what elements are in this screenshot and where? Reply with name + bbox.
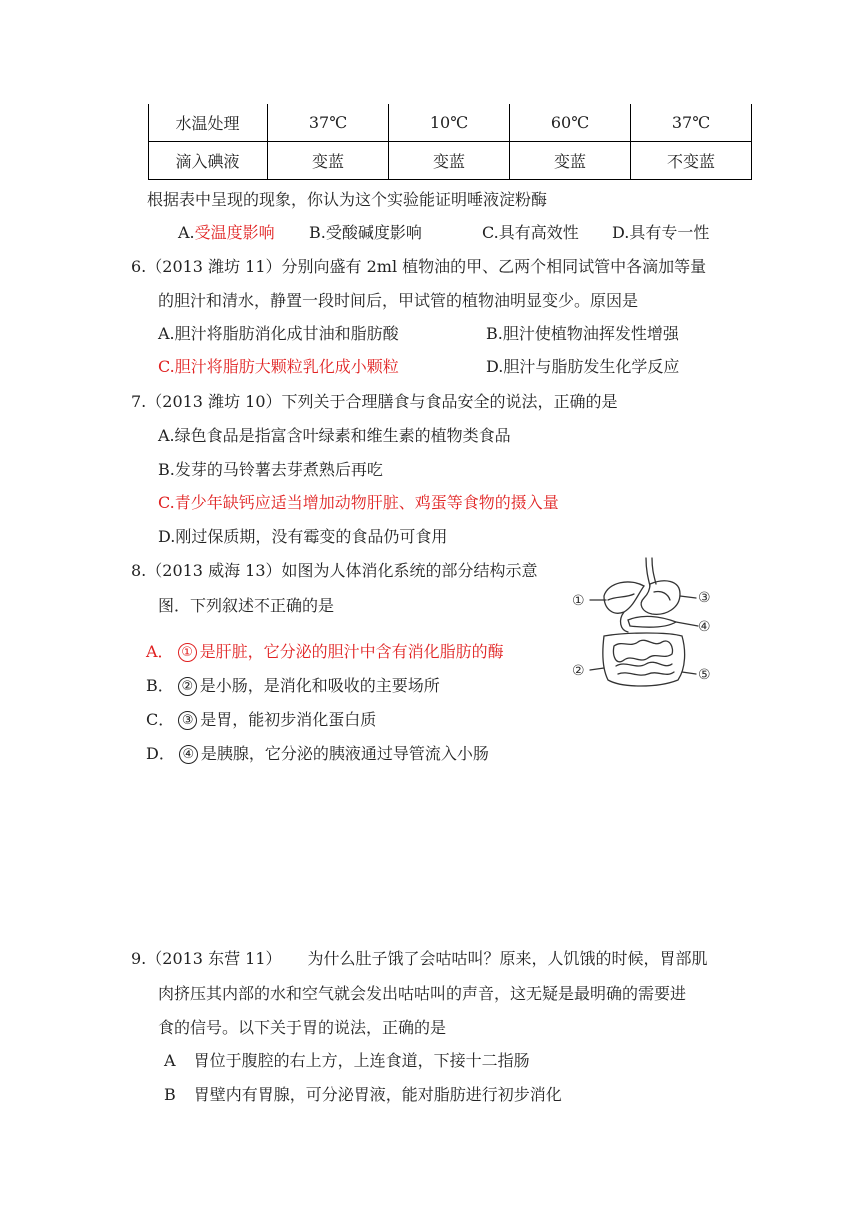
option-text: 胃壁内有胃腺，可分泌胃液，能对脂肪进行初步消化	[193, 1085, 562, 1104]
question-source: （2013 潍坊 10）	[146, 392, 282, 411]
option-label: B	[164, 1085, 176, 1104]
option-text: 受酸碱度影响	[325, 223, 422, 242]
question-number: 6.	[131, 257, 147, 276]
q8-stem-line1	[131, 561, 538, 581]
option-text: 是胃，能初步消化蛋白质	[200, 710, 377, 729]
leader-line	[676, 622, 698, 626]
stomach-detail	[654, 591, 670, 600]
option-label: B．	[146, 676, 174, 695]
question-source: （2013 潍坊 11）	[146, 257, 282, 276]
q7-option-a: A.绿色食品是指富含叶绿素和维生素的植物类食品	[158, 426, 511, 445]
q6-option-a: A.胆汁将脂肪消化成甘油和脂肪酸	[158, 324, 399, 343]
leader-line	[680, 596, 696, 598]
q7-option-d: D.刚过保质期，没有霉变的食品仍可食用	[158, 527, 448, 546]
table-cell: 变蓝	[268, 142, 389, 180]
option-label: B.	[309, 223, 326, 242]
q9-stem-line2: 肉挤压其内部的水和空气就会发出咕咕叫的声音，这无疑是最明确的需要进	[158, 984, 687, 1003]
q5-option-d	[612, 223, 709, 243]
option-label: D.	[612, 223, 630, 242]
q8-option-b	[146, 676, 440, 696]
q9-stem-line1	[131, 949, 708, 969]
small-intestine-shape	[613, 640, 672, 662]
option-text: 是肝脏，它分泌的胆汁中含有消化脂肪的酶	[199, 642, 504, 661]
q8-stem-line2: 图．下列叙述不正确的是	[158, 596, 335, 615]
esophagus-shape	[646, 558, 650, 586]
circled-number: ④	[179, 745, 198, 764]
esophagus-shape	[652, 558, 656, 584]
table-cell: 37℃	[631, 104, 752, 142]
question-text: 如图为人体消化系统的部分结构示意	[281, 561, 538, 580]
question-text: 为什么肚子饿了会咕咕叫？原来，人饥饿的时候，胃部肌	[307, 949, 708, 968]
table-row	[148, 142, 752, 180]
question-source: （2013 威海 13）	[146, 561, 282, 580]
stomach-shape	[641, 581, 680, 614]
q8-option-c	[146, 710, 376, 730]
option-label: A	[164, 1051, 176, 1070]
option-text: 具有专一性	[629, 223, 710, 242]
table-cell: 37℃	[268, 104, 389, 142]
figure-label-2: ②	[572, 663, 585, 679]
q6-option-d: D.胆汁与脂肪发生化学反应	[486, 357, 680, 376]
q9-option-a	[164, 1051, 530, 1071]
digestive-system-diagram	[568, 556, 728, 696]
liver-shape	[604, 582, 644, 613]
option-label: A.	[178, 223, 195, 242]
option-text: 胃位于腹腔的右上方，上连食道，下接十二指肠	[193, 1051, 530, 1070]
option-text: 受温度影响	[194, 223, 275, 242]
q6-option-b: B.胆汁使植物油挥发性增强	[486, 324, 679, 343]
q8-option-a	[146, 642, 504, 662]
q9-option-b	[164, 1085, 562, 1105]
table-cell: 滴入碘液	[148, 142, 268, 180]
q5-option-a	[178, 223, 275, 243]
question-text: 下列关于合理膳食与食品安全的说法，正确的是	[281, 392, 618, 411]
option-text: 是小肠，是消化和吸收的主要场所	[199, 676, 440, 695]
option-text: 是胰腺，它分泌的胰液通过导管流入小肠	[200, 744, 489, 763]
q6-option-c: C.胆汁将脂肪大颗粒乳化成小颗粒	[158, 357, 399, 376]
q7-option-b: B.发芽的马铃薯去芽煮熟后再吃	[158, 460, 383, 479]
q5-option-c	[482, 223, 579, 243]
q5-option-b	[309, 223, 422, 243]
option-label: C．	[146, 710, 175, 729]
pancreas-shape	[628, 616, 676, 627]
table-cell: 不变蓝	[631, 142, 752, 180]
figure-label-1: ①	[572, 593, 585, 609]
q6-stem-line1	[131, 257, 706, 277]
table-cell: 变蓝	[389, 142, 510, 180]
table-cell: 10℃	[389, 104, 510, 142]
table-cell: 60℃	[510, 104, 631, 142]
q7-option-c: C.青少年缺钙应适当增加动物肝脏、鸡蛋等食物的摄入量	[158, 493, 559, 512]
option-label: C.	[482, 223, 499, 242]
q7-stem	[131, 392, 618, 412]
question-number: 8.	[131, 561, 147, 580]
question-number: 7.	[131, 392, 147, 411]
circled-number: ③	[178, 711, 197, 730]
question-number: 9.	[131, 949, 147, 968]
experiment-table	[148, 104, 752, 180]
q9-stem-line3: 食的信号。以下关于胃的说法，正确的是	[158, 1018, 447, 1037]
question-source: （2013 东营 11）	[146, 949, 282, 968]
option-label: A．	[146, 642, 174, 661]
liver-detail	[608, 594, 634, 600]
table-cell: 变蓝	[510, 142, 631, 180]
q6-stem-line2: 的胆汁和清水，静置一段时间后，甲试管的植物油明显变少。原因是	[158, 291, 639, 310]
q8-option-d	[146, 744, 489, 764]
leader-line	[682, 672, 696, 674]
table-row	[148, 104, 752, 142]
small-intestine-shape	[618, 672, 674, 675]
figure-label-5: ⑤	[698, 667, 711, 683]
option-label: D．	[146, 744, 175, 763]
figure-label-3: ③	[698, 590, 711, 606]
circled-number: ②	[178, 677, 197, 696]
q5-stem: 根据表中呈现的现象，你认为这个实验能证明唾液淀粉酶	[147, 190, 548, 209]
leader-line	[590, 668, 604, 670]
table-cell: 水温处理	[148, 104, 268, 142]
table-left-border	[148, 104, 149, 180]
small-intestine-shape	[616, 662, 672, 666]
circled-number: ①	[178, 643, 197, 662]
option-text: 具有高效性	[498, 223, 579, 242]
figure-label-4: ④	[698, 619, 711, 635]
question-text: 分别向盛有 2ml 植物油的甲、乙两个相同试管中各滴加等量	[281, 257, 707, 276]
duodenum-shape	[621, 612, 628, 632]
